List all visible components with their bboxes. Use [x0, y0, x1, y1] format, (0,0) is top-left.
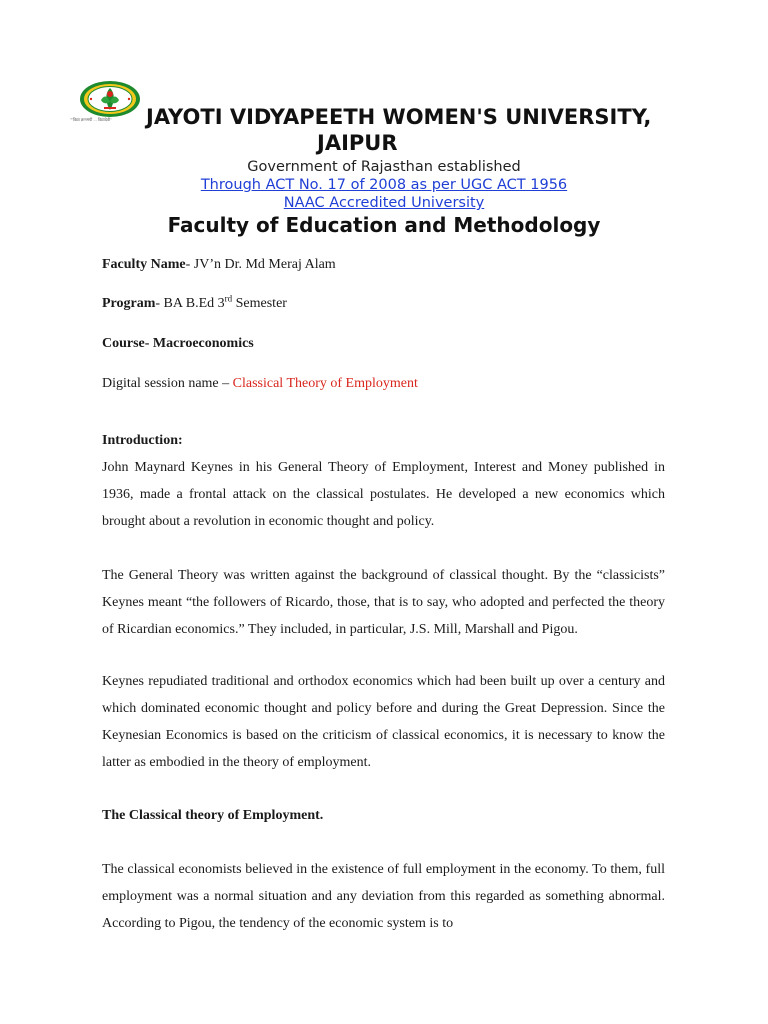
university-title-line1: JAYOTI VIDYAPEETH WOMEN'S UNIVERSITY,	[146, 105, 652, 129]
session-value: Classical Theory of Employment	[232, 376, 418, 391]
logo-motto: ""विद्या ज्ञानमयी ... विद्यादेवी"	[70, 117, 112, 122]
introduction-paragraph: John Maynard Keynes in his General Theory of Employment, Interest and Money published in 1936, made a frontal attack on the classical postulates. He developed a new economics which brought about a revolution in economic thought and policy.	[102, 460, 665, 529]
classical-theory-heading: The Classical theory of Employment.	[102, 808, 324, 823]
session-label: Digital session name –	[102, 376, 233, 391]
university-title	[146, 104, 666, 156]
faculty-name-value: - JV’n Dr. Md Meraj Alam	[185, 257, 336, 272]
act-link[interactable]: Through ACT No. 17 of 2008 as per UGC ACT 1956	[200, 177, 568, 193]
general-theory-paragraph: The General Theory was written against the background of classical thought. By the “classicists” Keynes meant “the followers of Ricardo, those, that is to say, who adopted and perfected the theory of Ricardian economics.” They included, in particular, J.S. Mill, Marshall and Pigou.	[102, 568, 665, 637]
faculty-title: Faculty of Education and Methodology	[167, 213, 601, 237]
faculty-name-label: Faculty Name	[102, 257, 186, 272]
program-semester: Semester	[232, 296, 287, 311]
classical-economists-paragraph: The classical economists believed in the existence of full employment in the economy. To them, full employment was a normal situation and any deviation from this regarded as something abnormal. According to Pigou, the tendency of the economic system is to	[102, 862, 665, 931]
program-value: - BA B.Ed 3	[155, 296, 225, 311]
session-line	[102, 375, 418, 393]
introduction-heading: Introduction:	[102, 433, 183, 448]
faculty-name-line	[102, 256, 336, 274]
course-line	[102, 335, 254, 353]
program-label: Program	[102, 296, 156, 311]
university-title-line2: JAIPUR	[317, 131, 398, 155]
program-superscript: rd	[224, 293, 233, 304]
university-logo	[79, 80, 141, 118]
keynes-repudiated-paragraph: Keynes repudiated traditional and orthodox economics which had been built up over a century and which dominated economic thought and policy before and during the Great Depression. Since the Keynesian Economics is based on the criticism of classical economics, it is necessary to know the latter as embodied in the theory of employment.	[102, 674, 665, 770]
program-line	[102, 295, 287, 313]
course-text: Course- Macroeconomics	[102, 336, 254, 351]
naac-link[interactable]: NAAC Accredited University	[283, 195, 485, 211]
government-established: Government of Rajasthan established	[247, 159, 521, 175]
